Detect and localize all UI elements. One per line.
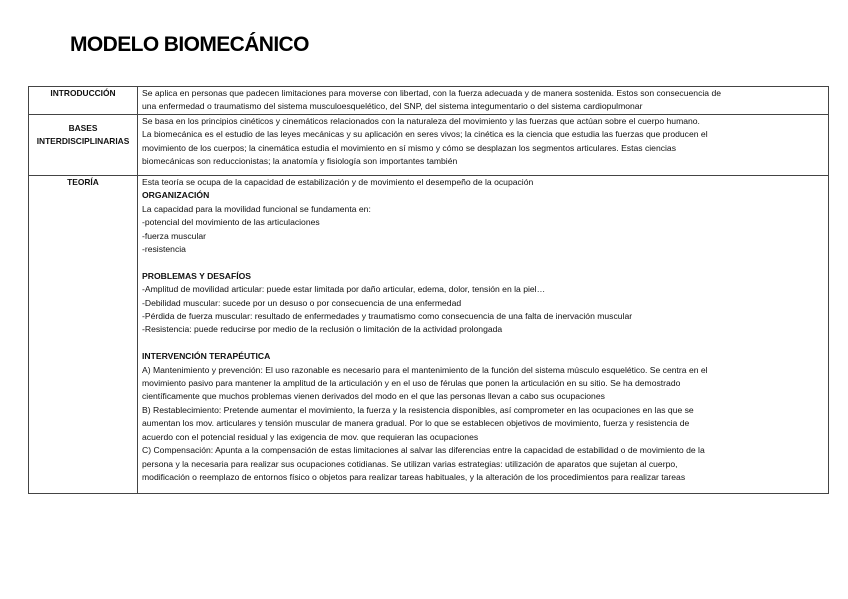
content-line: Se basa en los principios cinéticos y cinemáticos relacionados con la naturaleza del movimiento y las fuerzas que actúan sobre el cuerpo humano.	[142, 116, 700, 126]
model-table	[28, 86, 829, 494]
section-heading-problemas: PROBLEMAS Y DESAFÍOS	[142, 270, 252, 281]
row-label-bases	[29, 115, 138, 176]
content-line: modificación o reemplazo de entornos físico o objetos para realizar tareas habituales, y la alteración de los procedimientos para realizar tareas	[142, 471, 686, 482]
content-line: A) Mantenimiento y prevención: El uso razonable es necesario para el mantenimiento de la función del sistema músculo esquelético. Se centra en el	[142, 364, 708, 375]
teoria-intro: Esta teoría se ocupa de la capacidad de estabilización y de movimiento el desempeño de la ocupación	[142, 177, 534, 187]
row-content-introduccion	[138, 87, 829, 115]
row-label-introduccion: INTRODUCCIÓN	[29, 87, 138, 115]
spacer	[142, 256, 825, 269]
content-line: acuerdo con el potencial residual y las exigencia de mov. que requieran las ocupaciones	[142, 431, 479, 442]
spacer	[142, 337, 825, 350]
row-content-teoria	[138, 176, 829, 494]
table-row-bases	[29, 115, 829, 176]
content-line: aumentan los mov. articulares y tensión muscular de manera gradual. Por lo que se establecen objetivos de movimiento, fuerza y resistencia de	[142, 418, 690, 429]
row-content-bases	[138, 115, 829, 176]
content-line: movimiento pasivo para mantener la amplitud de la articulación y en el uso de férulas que ponen la articulación en su sitio. Se ha demostrado	[142, 378, 681, 389]
row-label-bases-line2: INTERDISCIPLINARIAS	[36, 136, 130, 147]
row-label-teoria: TEORÍA	[29, 176, 138, 494]
table-row-teoria	[29, 176, 829, 494]
content-line: La capacidad para la movilidad funcional se fundamenta en:	[142, 203, 371, 214]
row-label-bases-line1: BASES	[68, 123, 98, 133]
table-row-introduccion	[29, 87, 829, 115]
content-line: -potencial del movimiento de las articulaciones	[142, 217, 320, 228]
content-line: científicamente que muchos problemas vienen derivados del modo en el que las personas llevan a cabo sus ocupaciones	[142, 391, 605, 402]
content-line: -Resistencia: puede reducirse por medio de la reclusión o limitación de la actividad prolongada	[142, 324, 503, 335]
content-line: -Debilidad muscular: sucede por un desuso o por consecuencia de una enfermedad	[142, 297, 462, 308]
content-line: La biomecánica es el estudio de las leyes mecánicas y su aplicación en seres vivos; la cinética es la ciencia que estudia las fuerzas que producen el	[142, 129, 708, 140]
content-line: -Pérdida de fuerza muscular: resultado de enfermedades y traumatismo como consecuencia de una falta de inervación muscular	[142, 311, 633, 322]
content-line: una enfermedad o traumatismo del sistema musculoesquelético, del SNP, del sistema integumentario o del sistema cardiopulmonar	[142, 101, 643, 112]
content-line: -resistencia	[142, 244, 186, 255]
content-line: -Amplitud de movilidad articular: puede estar limitada por daño articular, edema, dolor, tensión en la piel…	[142, 284, 546, 295]
section-heading-organizacion: ORGANIZACIÓN	[142, 190, 210, 201]
section-heading-intervencion: INTERVENCIÓN TERAPÉUTICA	[142, 351, 271, 362]
content-line: Se aplica en personas que padecen limitaciones para moverse con libertad, con la fuerza adecuada y de manera sostenida. Estos son consecuencia de	[142, 88, 722, 98]
content-line: biomecánicas son reduccionistas; la anatomía y fisiología son importantes también	[142, 156, 458, 167]
content-line: B) Restablecimiento: Pretende aumentar el movimiento, la fuerza y la resistencia disponibles, así comprometer en las ocupaciones en las que se	[142, 404, 694, 415]
content-line: persona y la necesaria para realizar sus ocupaciones cotidianas. Se utilizan varias estrategias: utilización de aparatos que sujetan al cuerpo,	[142, 458, 678, 469]
content-line: -fuerza muscular	[142, 230, 206, 241]
content-line: movimiento de los cuerpos; la cinemática estudia el movimiento en sí mismo y cómo se desplazan los segmentos articulares. Estas ciencias	[142, 142, 677, 153]
content-line: C) Compensación: Apunta a la compensación de estas limitaciones al salvar las diferencias entre la capacidad de estabilidad o de movimiento de la	[142, 445, 705, 456]
page-title: MODELO BIOMECÁNICO	[70, 33, 309, 56]
